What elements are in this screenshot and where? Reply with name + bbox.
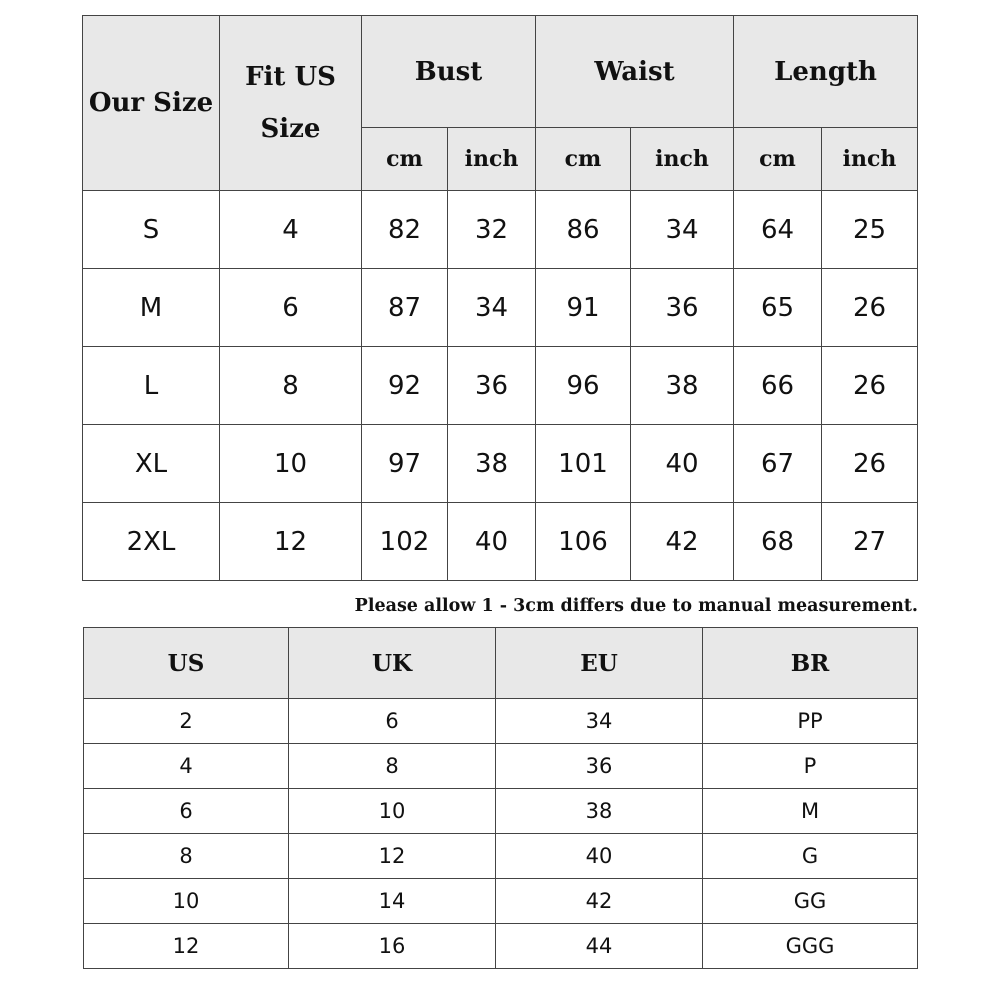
- us-cell: 8: [84, 834, 289, 879]
- fit-us-size-cell: 6: [220, 269, 362, 347]
- uk-cell: 14: [289, 879, 496, 924]
- our-size-cell: 2XL: [83, 503, 220, 581]
- table-row: [84, 834, 918, 879]
- table-row: [83, 191, 918, 269]
- waist-cm-cell: 96: [536, 347, 631, 425]
- header-waist-inch: inch: [631, 128, 734, 191]
- header-bust-cm: cm: [362, 128, 448, 191]
- table-row: [83, 269, 918, 347]
- bust-inch-cell: 34: [448, 269, 536, 347]
- bust-cm-cell: 97: [362, 425, 448, 503]
- bust-inch-cell: 40: [448, 503, 536, 581]
- us-cell: 4: [84, 744, 289, 789]
- uk-cell: 12: [289, 834, 496, 879]
- length-cm-cell: 66: [734, 347, 822, 425]
- waist-cm-cell: 86: [536, 191, 631, 269]
- uk-cell: 16: [289, 924, 496, 969]
- our-size-cell: M: [83, 269, 220, 347]
- length-inch-cell: 27: [822, 503, 918, 581]
- bust-inch-cell: 38: [448, 425, 536, 503]
- bust-cm-cell: 87: [362, 269, 448, 347]
- length-cm-cell: 68: [734, 503, 822, 581]
- header-us: US: [84, 628, 289, 699]
- br-cell: GGG: [703, 924, 918, 969]
- us-cell: 2: [84, 699, 289, 744]
- waist-cm-cell: 106: [536, 503, 631, 581]
- waist-cm-cell: 91: [536, 269, 631, 347]
- length-inch-cell: 26: [822, 347, 918, 425]
- eu-cell: 44: [496, 924, 703, 969]
- size-chart-table: [82, 15, 918, 581]
- waist-inch-cell: 36: [631, 269, 734, 347]
- length-cm-cell: 67: [734, 425, 822, 503]
- header-fit-us-size: [220, 16, 362, 191]
- header-length: Length: [734, 16, 918, 128]
- header-fit-us-size-label: Fit US Size: [245, 62, 336, 144]
- br-cell: P: [703, 744, 918, 789]
- eu-cell: 38: [496, 789, 703, 834]
- our-size-cell: XL: [83, 425, 220, 503]
- table-row: [84, 744, 918, 789]
- header-our-size: Our Size: [83, 16, 220, 191]
- header-uk: UK: [289, 628, 496, 699]
- uk-cell: 6: [289, 699, 496, 744]
- br-cell: PP: [703, 699, 918, 744]
- br-cell: M: [703, 789, 918, 834]
- measurement-note: Please allow 1 - 3cm differs due to manual measurement.: [354, 596, 918, 616]
- length-cm-cell: 65: [734, 269, 822, 347]
- bust-cm-cell: 92: [362, 347, 448, 425]
- header-bust: Bust: [362, 16, 536, 128]
- waist-inch-cell: 40: [631, 425, 734, 503]
- us-cell: 10: [84, 879, 289, 924]
- fit-us-size-cell: 12: [220, 503, 362, 581]
- eu-cell: 42: [496, 879, 703, 924]
- header-br: BR: [703, 628, 918, 699]
- eu-cell: 36: [496, 744, 703, 789]
- header-waist: Waist: [536, 16, 734, 128]
- length-cm-cell: 64: [734, 191, 822, 269]
- waist-inch-cell: 42: [631, 503, 734, 581]
- header-bust-inch: inch: [448, 128, 536, 191]
- br-cell: GG: [703, 879, 918, 924]
- waist-inch-cell: 38: [631, 347, 734, 425]
- table-row: [84, 924, 918, 969]
- fit-us-size-cell: 10: [220, 425, 362, 503]
- eu-cell: 34: [496, 699, 703, 744]
- eu-cell: 40: [496, 834, 703, 879]
- waist-cm-cell: 101: [536, 425, 631, 503]
- length-inch-cell: 25: [822, 191, 918, 269]
- header-waist-cm: cm: [536, 128, 631, 191]
- bust-inch-cell: 36: [448, 347, 536, 425]
- fit-us-size-cell: 4: [220, 191, 362, 269]
- bust-cm-cell: 82: [362, 191, 448, 269]
- our-size-cell: L: [83, 347, 220, 425]
- table-row: [84, 789, 918, 834]
- br-cell: G: [703, 834, 918, 879]
- us-cell: 12: [84, 924, 289, 969]
- us-cell: 6: [84, 789, 289, 834]
- uk-cell: 8: [289, 744, 496, 789]
- table-row: [84, 879, 918, 924]
- length-inch-cell: 26: [822, 425, 918, 503]
- header-length-inch: inch: [822, 128, 918, 191]
- our-size-cell: S: [83, 191, 220, 269]
- bust-inch-cell: 32: [448, 191, 536, 269]
- header-eu: EU: [496, 628, 703, 699]
- size-conversion-table: [83, 627, 918, 969]
- table-row: [84, 699, 918, 744]
- uk-cell: 10: [289, 789, 496, 834]
- waist-inch-cell: 34: [631, 191, 734, 269]
- header-length-cm: cm: [734, 128, 822, 191]
- fit-us-size-cell: 8: [220, 347, 362, 425]
- bust-cm-cell: 102: [362, 503, 448, 581]
- table-row: [83, 347, 918, 425]
- length-inch-cell: 26: [822, 269, 918, 347]
- table-row: [83, 425, 918, 503]
- table-row: [83, 503, 918, 581]
